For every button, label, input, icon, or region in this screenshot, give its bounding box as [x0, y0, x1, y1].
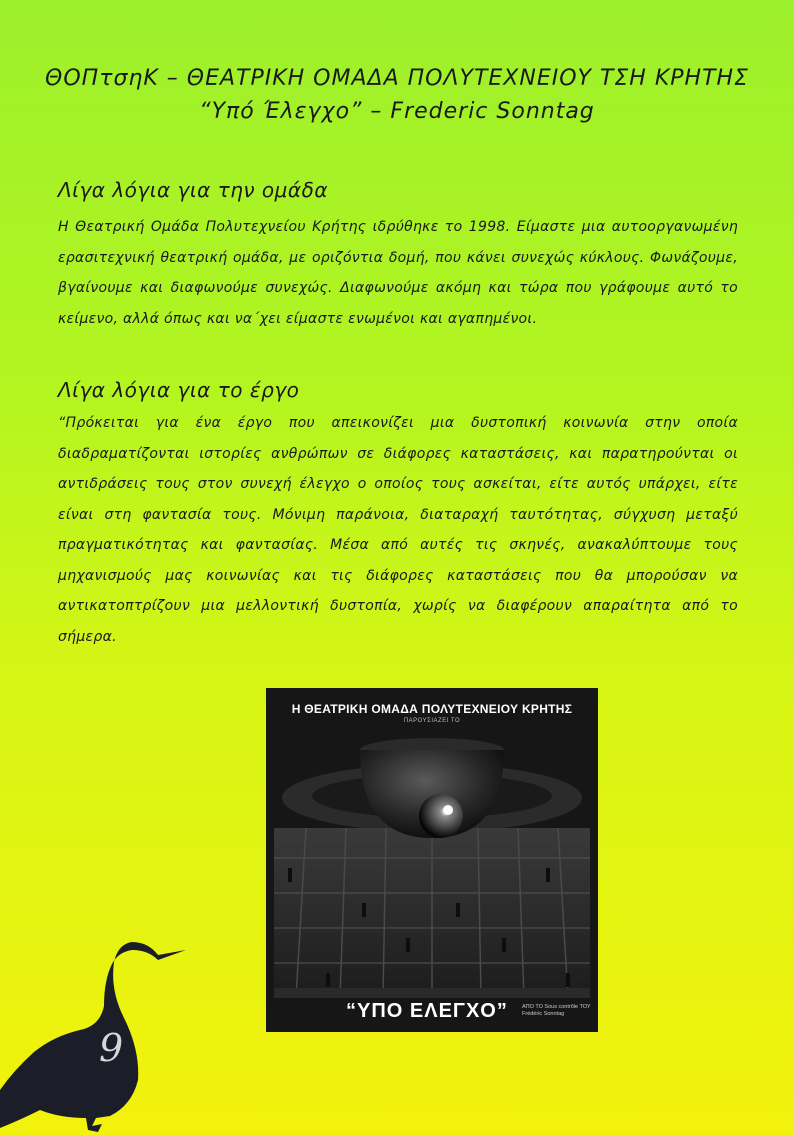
page-number: 9	[99, 1026, 124, 1070]
play-poster	[266, 688, 598, 1032]
poster-title: “ΥΠΟ ΕΛΕΓΧΟ”	[346, 1000, 508, 1022]
title-line-2: “Υπό Έλεγχο” – Frederic Sonntag	[199, 99, 595, 124]
title-line-1: ΘΟΠτσηΚ – ΘΕΑΤΡΙΚΗ ΟΜΑΔΑ ΠΟΛΥΤΕΧΝΕΙΟΥ ΤΣΗ ΚΡΗΤΗΣ	[45, 66, 749, 91]
paragraph-play: “Πρόκειται για ένα έργο που απεικονίζει μια δυστοπική κοινωνία στην οποία διαδραματίζονται ιστορίες ανθρώπων σε διάφορες καταστάσεις, και παρατηρούνται οι αντιδράσεις τους στον συνεχή έλεγχο ο οποίος τους ασκείται, είτε αυτός υπάρχει, είτε είναι στη φαντασία τους. Μόνιμη παράνοια, διαταραχή ταυτότητας, σύγχυση μεταξύ πραγματικότητας και φαντασίας. Μέσα από αυτές τις σκηνές, ανακαλύπτουμε τους μηχανισμούς μας κοινωνίας και τις διάφορες καταστάσεις που θα μπορούσαν να αντικατοπτρίζουν μια μελλοντική δυστοπία, χωρίς να διαφέρουν απαραίτητα από το σήμερα.	[58, 415, 738, 645]
poster-presents: ΠΑΡΟΥΣΙΑΖΕΙ ΤΟ	[403, 718, 461, 724]
heading-group: Λίγα λόγια για την ομάδα	[58, 178, 328, 202]
document-title	[0, 62, 794, 128]
poster-credit: ΑΠΟ ΤΟ Sous contrôle ΤΟΥ Frédéric Sonntag	[522, 1004, 591, 1017]
poster-troupe-name: Η ΘΕΑΤΡΙΚΗ ΟΜΑΔΑ ΠΟΛΥΤΕΧΝΕΙΟΥ ΚΡΗΤΗΣ	[291, 702, 573, 716]
heading-play: Λίγα λόγια για το έργο	[58, 378, 300, 402]
poster-artwork	[266, 688, 598, 1032]
paragraph-group: Η Θεατρική Ομάδα Πολυτεχνείου Κρήτης ιδρύθηκε το 1998. Είμαστε μια αυτοοργανωμένη ερασιτεχνική θεατρική ομάδα, με οριζόντια δομή, που κάνει συνεχώς κύκλους. Φωνάζουμε, βγαίνουμε και διαφωνούμε συνεχώς. Διαφωνούμε ακόμη και τώρα που γράφουμε αυτό το κείμενο, αλλά όπως και να΄χει είμαστε ενωμένοι και αγαπημένοι.	[58, 219, 738, 327]
